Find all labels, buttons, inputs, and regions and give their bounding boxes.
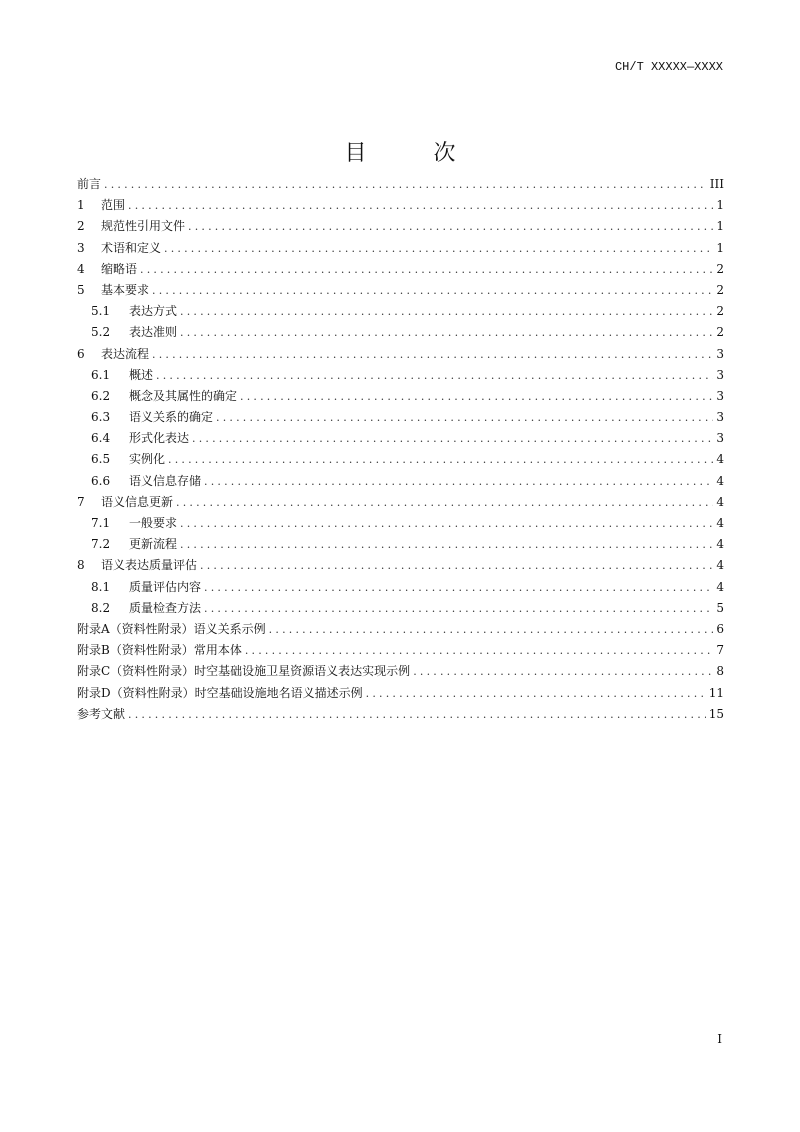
toc-entry-number: 8 — [77, 558, 85, 573]
toc-leader-dots — [164, 238, 713, 259]
toc-entry-page: 4 — [716, 516, 724, 530]
toc-entry-number: 6.5 — [91, 452, 111, 467]
toc-entry-page: 4 — [716, 537, 724, 552]
toc-entry-page: 1 — [716, 240, 724, 255]
toc-entry-number: 6 — [77, 346, 85, 361]
toc-leader-dots — [204, 471, 713, 492]
table-of-contents — [77, 174, 724, 725]
toc-entry-number: 7.2 — [91, 537, 111, 552]
toc-entry-number: 8.2 — [91, 600, 111, 615]
toc-entry-page: 6 — [716, 621, 724, 636]
toc-entry-page: III — [709, 177, 724, 191]
toc-entry-label: 语义关系的确定 — [129, 410, 214, 425]
toc-leader-dots — [200, 555, 713, 576]
toc-entry[interactable] — [77, 428, 724, 449]
toc-entry-label: 术语和定义 — [101, 240, 162, 255]
toc-entry-label: 表达准则 — [129, 325, 178, 340]
toc-entry-page: 2 — [716, 325, 724, 340]
toc-leader-dots — [128, 195, 713, 216]
toc-leader-dots — [413, 661, 713, 682]
toc-entry-number: 1 — [77, 198, 85, 213]
toc-entry-number: 2 — [77, 219, 85, 234]
toc-entry-page: 2 — [716, 261, 724, 276]
toc-entry-page: 1 — [716, 198, 724, 213]
toc-entry[interactable] — [77, 513, 724, 534]
toc-entry-page: 3 — [716, 346, 724, 361]
toc-entry-number: 6.4 — [91, 431, 111, 446]
toc-entry-label: 附录A（资料性附录）语义关系示例 — [77, 621, 266, 636]
toc-entry-label: 实例化 — [129, 452, 166, 467]
toc-entry-page: 4 — [716, 558, 724, 573]
toc-entry[interactable] — [77, 301, 724, 322]
toc-leader-dots — [204, 577, 713, 598]
toc-entry-label: 更新流程 — [129, 537, 178, 552]
toc-entry-label: 语义表达质量评估 — [101, 558, 198, 573]
toc-leader-dots — [192, 428, 713, 449]
toc-entry-number: 6.6 — [91, 473, 111, 488]
toc-leader-dots — [269, 619, 713, 640]
toc-entry-page: 2 — [716, 304, 724, 319]
toc-entry-page: 4 — [716, 579, 724, 594]
toc-entry[interactable] — [77, 407, 724, 428]
toc-leader-dots — [152, 280, 713, 301]
toc-entry-label: 质量评估内容 — [129, 579, 202, 594]
toc-leader-dots — [188, 216, 713, 237]
toc-entry-label: 规范性引用文件 — [101, 219, 186, 234]
toc-entry-label: 前言 — [77, 177, 102, 191]
toc-entry-number: 5.1 — [91, 304, 111, 319]
toc-entry[interactable] — [77, 280, 724, 301]
toc-entry-label: 形式化表达 — [129, 431, 190, 446]
toc-entry[interactable] — [77, 704, 724, 725]
toc-entry[interactable] — [77, 577, 724, 598]
toc-entry[interactable] — [77, 661, 724, 682]
document-code: CH/T XXXXX—XXXX — [614, 60, 723, 74]
toc-entry-label: 附录B（资料性附录）常用本体 — [77, 643, 242, 658]
toc-leader-dots — [180, 301, 713, 322]
toc-entry[interactable] — [77, 322, 724, 343]
toc-entry-page: 4 — [716, 473, 724, 488]
toc-entry-number: 6.3 — [91, 410, 111, 425]
toc-leader-dots — [168, 449, 713, 470]
toc-entry-number: 5.2 — [91, 325, 111, 340]
toc-entry-label: 语义信息更新 — [101, 494, 174, 509]
toc-entry-number: 5 — [77, 282, 85, 297]
toc-leader-dots — [104, 174, 707, 195]
toc-entry-number: 6.1 — [91, 367, 111, 382]
toc-leader-dots — [180, 534, 713, 555]
toc-entry-page: 3 — [716, 410, 724, 425]
toc-entry-number: 7.1 — [91, 516, 111, 530]
toc-entry[interactable] — [77, 449, 724, 470]
toc-entry-page: 4 — [716, 452, 724, 467]
toc-entry[interactable] — [77, 619, 724, 640]
toc-entry-page: 5 — [716, 600, 724, 615]
toc-entry-label: 质量检查方法 — [129, 600, 202, 615]
toc-entry-label: 附录D（资料性附录）时空基础设施地名语义描述示例 — [77, 685, 363, 700]
toc-entry-number: 3 — [77, 240, 85, 255]
toc-entry-label: 缩略语 — [101, 261, 138, 276]
toc-leader-dots — [152, 344, 713, 365]
toc-entry[interactable] — [77, 640, 724, 661]
toc-entry-page: 4 — [716, 494, 724, 509]
toc-entry[interactable] — [77, 555, 724, 576]
toc-leader-dots — [128, 704, 706, 725]
toc-leader-dots — [176, 492, 713, 513]
toc-entry-page: 1 — [716, 219, 724, 234]
toc-leader-dots — [216, 407, 713, 428]
toc-entry-page: 2 — [716, 282, 724, 297]
page-number: I — [717, 1032, 722, 1046]
toc-entry-label: 附录C（资料性附录）时空基础设施卫星资源语义表达实现示例 — [77, 664, 411, 679]
toc-entry[interactable] — [77, 683, 724, 704]
toc-leader-dots — [180, 322, 713, 343]
toc-entry-label: 概述 — [129, 367, 154, 382]
toc-entry-page: 8 — [716, 664, 724, 679]
toc-entry-page: 15 — [708, 706, 724, 721]
toc-entry[interactable] — [77, 344, 724, 365]
toc-entry[interactable] — [77, 216, 724, 237]
toc-entry[interactable] — [77, 386, 724, 407]
toc-entry[interactable] — [77, 238, 724, 259]
page-title: 目 次 — [344, 141, 486, 166]
toc-leader-dots — [156, 365, 713, 386]
toc-entry-label: 一般要求 — [129, 516, 178, 530]
toc-leader-dots — [245, 640, 713, 661]
toc-entry-page: 3 — [716, 431, 724, 446]
toc-entry-label: 语义信息存储 — [129, 473, 202, 488]
toc-entry-label: 概念及其属性的确定 — [129, 388, 238, 403]
toc-entry-number: 8.1 — [91, 579, 111, 594]
toc-entry-page: 11 — [708, 685, 724, 700]
toc-entry-page: 7 — [716, 643, 724, 658]
toc-entry-label: 表达流程 — [101, 346, 150, 361]
toc-leader-dots — [204, 598, 713, 619]
toc-leader-dots — [240, 386, 713, 407]
toc-leader-dots — [366, 683, 706, 704]
toc-entry-label: 范围 — [101, 198, 126, 213]
toc-entry-number: 6.2 — [91, 388, 111, 403]
toc-entry-number: 4 — [77, 261, 85, 276]
toc-entry[interactable] — [77, 365, 724, 386]
toc-entry-label: 基本要求 — [101, 282, 150, 297]
toc-entry[interactable] — [77, 492, 724, 513]
toc-entry-number: 7 — [77, 494, 85, 509]
toc-entry[interactable] — [77, 598, 724, 619]
toc-leader-dots — [140, 259, 713, 280]
toc-leader-dots — [180, 513, 713, 534]
toc-entry-page: 3 — [716, 388, 724, 403]
toc-entry-page: 3 — [716, 367, 724, 382]
toc-entry-label: 参考文献 — [77, 706, 126, 721]
toc-entry[interactable] — [77, 174, 724, 195]
toc-entry[interactable] — [77, 534, 724, 555]
toc-entry-label: 表达方式 — [129, 304, 178, 319]
toc-entry[interactable] — [77, 259, 724, 280]
toc-entry[interactable] — [77, 195, 724, 216]
toc-entry[interactable] — [77, 471, 724, 492]
